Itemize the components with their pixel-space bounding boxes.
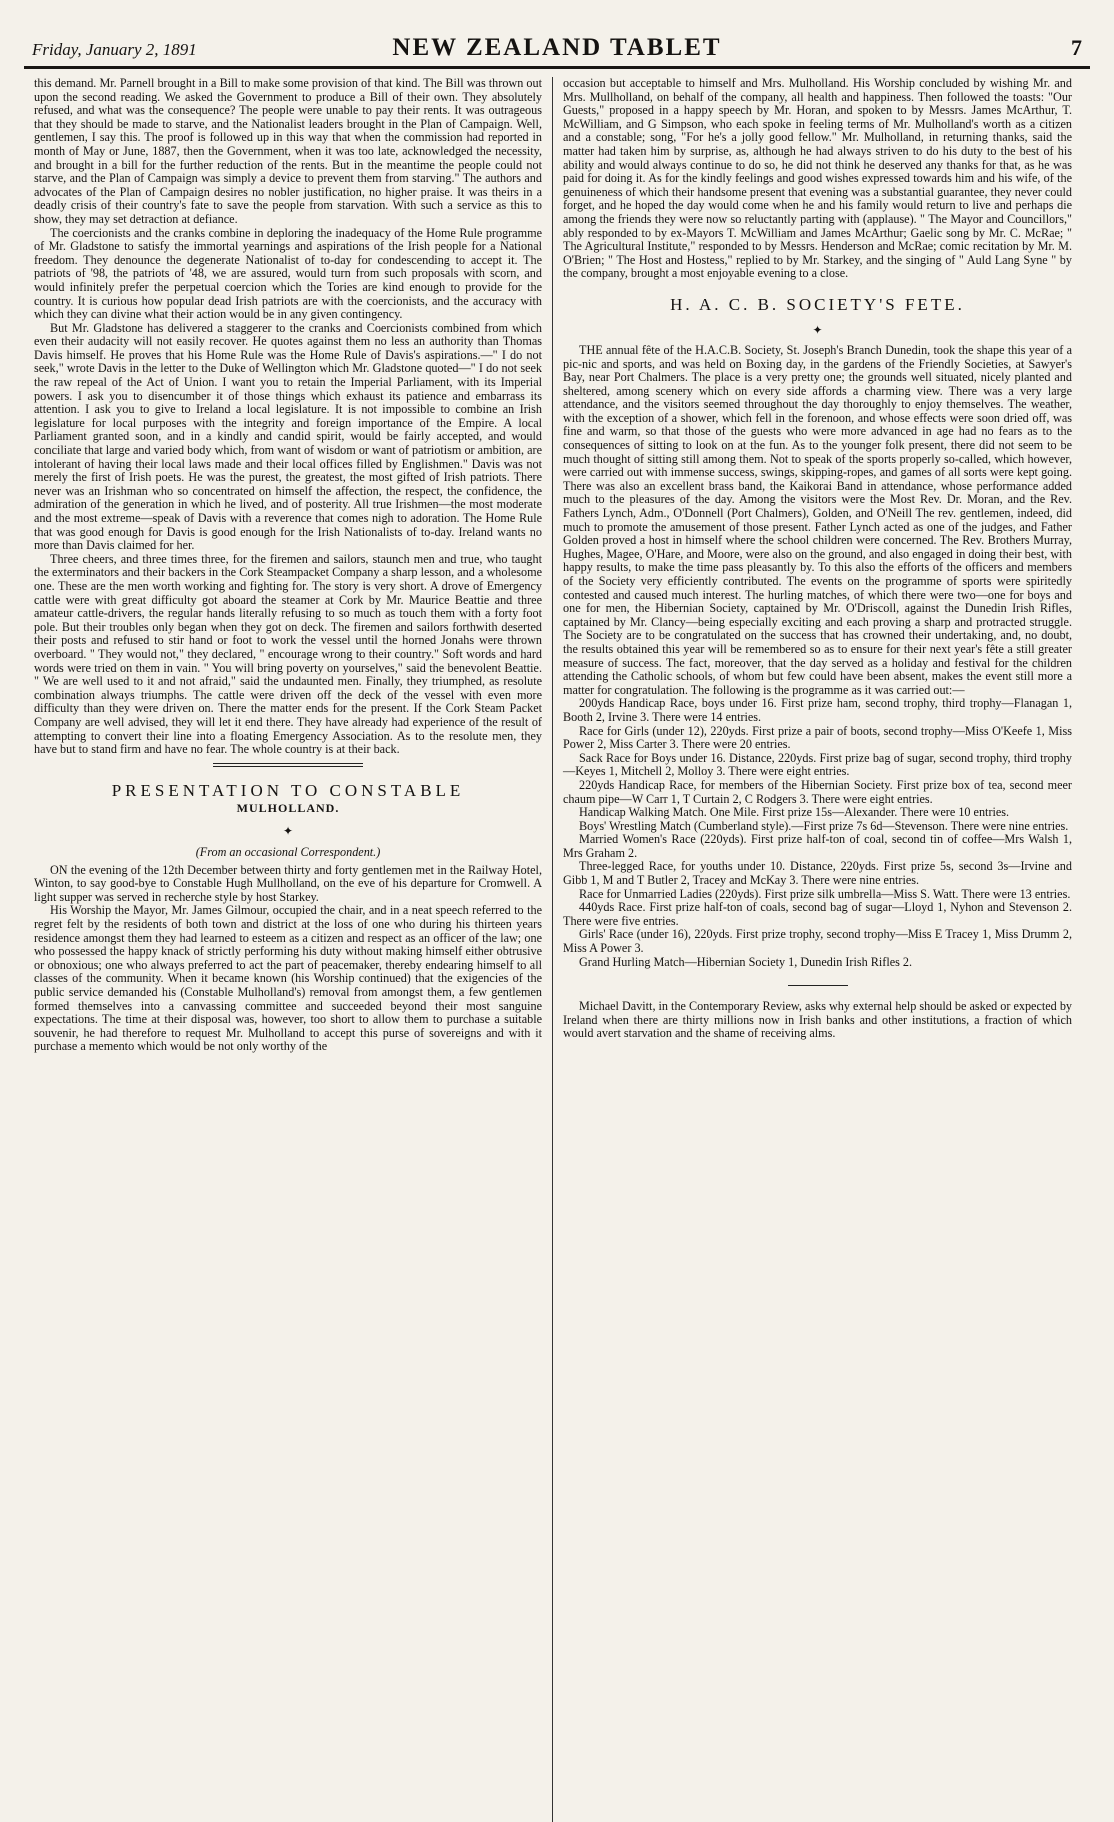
presentation-heading: PRESENTATION TO CONSTABLE xyxy=(111,780,465,800)
masthead xyxy=(24,34,1090,69)
ornament-icon: ✦ xyxy=(282,823,294,838)
section-divider xyxy=(213,763,363,764)
article-paragraph: His Worship the Mayor, Mr. James Gilmour, occupied the chair, and in a neat speech referred to the regret felt by the residents of both town and district at the loss of one who during his thirteen years residence amongst them they had learned to esteem as a citizen and respect as an officer of the law; one who possessed the happy knack of strictly performing his duty without making himself either obtrusive or obnoxious; one who always preferred to act the part of peacemaker, thereby endearing himself to all classes of the community. When it became known (his Worship continued) that the exigencies of the public service demanded his (Constable Mulholland's) removal from amongst them, a few gentlemen formed themselves into a canvassing committee and succeeded beyond their most sanguine expectations. The time at their disposal was, however, too short to allow them to purchase a suitable souvenir, he had therefore to request Mr. Mulholland to accept this purse of sovereigns and with it purchase a memento which would be not only worthy of the xyxy=(34,903,542,1054)
section-divider xyxy=(213,766,363,767)
result-item: 220yds Handicap Race, for members of the Hibernian Society. First prize box of tea, second meer chaum pipe—W Carr 1, T Curtain 2, C Rodgers 3. There were eight entries. xyxy=(563,777,1072,806)
article-paragraph: But Mr. Gladstone has delivered a staggerer to the cranks and Coercionists combined from which even their audacity will not easily recover. He quotes against them no less an authority than Thomas Davis himself. He proves that his Home Rule was the Home Rule of Davis's aspirations.—" I do not seek," wrote Davis in the letter to the Duke of Wellington which Mr. Gladstone quoted—" I do not seek the raw repeal of the Act of Union. I want you to retain the Imperial Parliament, with its Imperial powers. I ask you to disencumber it of those things which exhaust its patience and embarrass its attention. I ask you to give to Ireland a local legislature. It is not impossible to combine an Irish legislature for local purposes with the integrity and foreign importance of the Empire. A local Parliament granted soon, and in a kindly and candid spirit, would be fairly accepted, and would conciliate that large and varied body which, from want of wisdom or want of patriotism or ambition, are intolerant of having their local laws made and their local offices filled by Englishmen." Davis was not merely the first of Irish poets. He was the purest, the greatest, the most gifted of Irish patriots. There never was an Irishman who so concentrated on himself the affection, the respect, the confidence, the admiration of the generation in which he lived, and of posterity. All true Irishmen—the most moderate and the most extreme—speak of Davis with a reverence that comes nigh to adoration. The Home Rule that was good enough for Davis is good enough for the Irish Nationalists of to-day. Ireland wants no more than Davis claimed for her. xyxy=(34,320,542,553)
right-column xyxy=(553,77,1082,1822)
result-item: Handicap Walking Match. One Mile. First prize 15s—Alexander. There were 10 entries. xyxy=(579,805,1010,820)
result-item: Three-legged Race, for youths under 10. Distance, 220yds. First prize 5s, second 3s—Irvine and Gibb 1, M and T Butler 2, Tracey and McKay 3. There were nine entries. xyxy=(563,859,1072,888)
result-item: 200yds Handicap Race, boys under 16. First prize ham, second trophy, third trophy—Flanagan 1, Booth 2, Irvine 3. There were 14 entries. xyxy=(563,696,1072,724)
result-item: Boys' Wrestling Match (Cumberland style).—First prize 7s 6d—Stevenson. There were nine entries. xyxy=(579,818,1069,833)
result-item: Sack Race for Boys under 16. Distance, 220yds. First prize bag of sugar, second trophy, third trophy—Keyes 1, Mitchell 2, Molloy 3. There were eight entries. xyxy=(563,750,1072,779)
result-item: 440yds Race. First prize half-ton of coals, second bag of sugar—Lloyd 1, Nyhon and Stevenson 2. There were five entries. xyxy=(563,900,1072,928)
article-paragraph: Michael Davitt, in the Contemporary Review, asks why external help should be asked or expected by Ireland when there are thirty millions now in Irish banks and other institutions, a fraction of which would avert starvation and the shame of receiving alms. xyxy=(563,999,1073,1041)
result-item: Race for Unmarried Ladies (220yds). First prize silk umbrella—Miss S. Watt. There were 13 entries. xyxy=(579,886,1071,901)
ornament-icon: ✦ xyxy=(812,322,823,337)
result-item: Race for Girls (under 12), 220yds. First prize a pair of boots, second trophy—Miss O'Keefe 1, Miss Power 2, Miss Carter 3. There were 20 entries. xyxy=(563,723,1072,752)
article-paragraph: ON the evening of the 12th December between thirty and forty gentlemen met in the Railway Hotel, Winton, to say good-bye to Constable Hugh Mullholland, on the eve of his departure for Cromwell. A light supper was served in recherche style by host Starkey. xyxy=(34,862,542,904)
result-item: Married Women's Race (220yds). First prize half-ton of coal, second tin of coffee—Mrs Walsh 1, Mrs Graham 2. xyxy=(563,832,1072,860)
article-paragraph: occasion but acceptable to himself and Mrs. Mulholland. His Worship concluded by wishing Mr. and Mrs. Mullholland, on behalf of the company, all health and happiness. Then followed the toasts: "Our Guests," proposed in a happy speech by Mr. Horan, and spoken to by Messrs. James McArthur, T. McWilliam, and G Simpson, who each spoke in feeling terms of Mr. Mulholland's worth as a citizen and a constable; song, "For he's a jolly good fellow." Mr. Mulholland, in returning thanks, said the matter had taken him by surprise, as, although he had always striven to do his duty to the best of his ability and would always continue to do so, he did not think he deserved any thanks for that, as he was paid for doing it. As for the kindly feelings and good wishes expressed towards him and his wife, of the genuineness of which their handsome present that evening was a substantial guarantee, they never could forget, and he hoped the day would come when he and his family would return to live and perhaps die among the friends they were now so reluctantly parting with (applause). " The Mayor and Councillors," ably responded to by ex-Mayors T. McWilliam and James McArthur; Gaelic song by Mr. C. McRae; " The Agricultural Institute," responded to by Messrs. Henderson and McRae; comic recitation by Mr. M. O'Brien; " The Host and Hostess," replied to by Mr. Starkey, and the singing of " Auld Lang Syne " by the company, brought a most enjoyable evening to a close. xyxy=(563,77,1072,281)
fete-heading: H. A. C. B. SOCIETY'S FETE. xyxy=(670,294,965,314)
columns xyxy=(24,77,1090,1822)
result-item: Grand Hurling Match—Hibernian Society 1, Dunedin Irish Rifles 2. xyxy=(579,954,913,969)
section-divider xyxy=(788,985,848,986)
article-paragraph: The coercionists and the cranks combine in deploring the inadequacy of the Home Rule programme of Mr. Gladstone to satisfy the immortal yearnings and aspirations of the Irish people for a National freedom. They denounce the degenerate Nationalist of to-day for condescending to accept it. The patriots of '98, the patriots of '48, we are assured, would turn from such proposals with scorn, and would infinitely prefer the perpetual coercion which the Tories are kind enough to provide for the country. It is curious how popular dead Irish patriots are with the coercionists, and the accuracy with which they can divine what their action would be in any given contingency. xyxy=(34,225,542,322)
article-paragraph: this demand. Mr. Parnell brought in a Bill to make some provision of that kind. The Bill was thrown out upon the second reading. We asked the Government to produce a Bill of their own. They absolutely refused, and what was the consequence? The people were unable to pay their rents. It was outrageous that they should be made to starve, and the Nationalist leaders brought in the Plan of Campaign. Well, gentlemen, I say this. The proof is followed up in this way that when the commission had reported in month of May or June, 1887, then the Government, when it was too late, acknowledged the necessity, and brought in a bill for the further reduction of the rents. But in the meantime the people could not starve, and the Plan of Campaign was simply a device to prevent them from starving." The authors and advocates of the Plan of Campaign desires no nobler justification, no higher praise. It was theirs in a deadly crisis of their country's fate to save the people from starvation. With such a service as this to show, they may set detraction at defiance. xyxy=(34,77,542,226)
article-paragraph: Three cheers, and three times three, for the firemen and sailors, staunch men and true, who taught the exterminators and their backers in the Cork Steampacket Company a sharp lesson, and a wholesome one. These are the men worth working and fighting for. The story is very short. A drove of Emergency cattle were with great difficulty got aboard the steamer at Cork by Mr. Maurice Beattie and three amateur cattle-drivers, the regular hands literally refusing to so much as touch them with a forty foot pole. But their troubles only began when they got on deck. The firemen and sailors forthwith deserted their posts and refused to stir hand or foot to work the vessel until the horned Jonahs were thrown overboard. " They would not," they declared, " encourage wrong to their country." Soft words and hard words were tried on them in vain. " You will bring poverty on yourselves," said the benevolent Beattie. " We are well used to it and not afraid," said the undaunted men. Finally, they triumphed, as resolute combination always triumphs. The cattle were driven off the deck of the vessel with even more difficulty than they were driven on. There the matter ends for the present. If the Cork Steam Packet Company are well advised, they will let it end there. They have already had experience of the result of attempting to convert their line into a floating Emergency Association. As to the resolute men, they have but to stand firm and have no fear. The whole country is at their back. xyxy=(34,551,542,757)
byline: (From an occasional Correspondent.) xyxy=(195,844,381,859)
presentation-subheading: MULHOLLAND. xyxy=(236,800,340,815)
page-number: 7 xyxy=(1070,35,1082,60)
left-column xyxy=(24,77,553,1822)
newspaper-title: NEW ZEALAND TABLET xyxy=(392,34,722,61)
article-paragraph: THE annual fête of the H.A.C.B. Society, St. Joseph's Branch Dunedin, took the shape this year of a pic-nic and sports, and was held on Boxing day, in the gardens of the Friendly Societies, at Sawyer's Bay, near Port Chalmers. The place is a very pretty one; the grounds well situated, nicely planted and sheltered, among scenery which on every side affords a charming view. There was a very large attendance, and the visitors seemed throughout the day thoroughly to enjoy themselves. The weather, with the exception of a shower, which fell in the forenoon, and whose effects were soon dried off, was fine and warm, so that those of the guests who were more advanced in age had no fears as to the consequences of sitting to look on at the fun. As to the younger folk present, there did not seem to be much thought of sitting still among them. Not to speak of the sports properly so-called, which however, were carried out with immense success, swings, skipping-ropes, and games of all sorts were kept going. There was also an excellent brass band, the Kaikorai Band in attendance, whose performance added much to the pleasures of the day. Among the visitors were the Most Rev. Dr. Moran, and the Rev. Fathers Lynch, Adm., O'Donnell (Port Chalmers), Golden, and O'Neill The rev. gentlemen, indeed, did much to promote the amusement of those present. Father Lynch acted as one of the judges, and Father Golden proved a host in himself where the school children were concerned. The Rev. Brothers Murray, Hughes, Magee, O'Hare, and Moore, were also on the ground, and also engaged in doing their best, with happy results, to make the time pass pleasantly by. To this also the efforts of the officers and members of the Society very efficiently contributed. The events on the programme of sports were spiritedly contested and caused much interest. The hurling matches, of which there were two—one for boys and one for men, the Hibernian Society, captained by Mr. O'Driscoll, against the Dunedin Irish Rifles, captained by Mr. Clancy—being especially exciting and each proving a sharp and protracted struggle. The Society are to be congratulated on the success that has crowned their undertaking, and, no doubt, the results obtained this year will be remembered so as to ensure for their next year's fête a still greater measure of success. The fact, moreover, that the day served as a holiday and festival for the children attending the Catholic schools, of whom but few could have been absent, makes the event still more a matter for congratulation. The following is the programme as it was carried out:— xyxy=(563,342,1072,697)
issue-date: Friday, January 2, 1891 xyxy=(32,40,197,59)
result-item: Girls' Race (under 16), 220yds. First prize trophy, second trophy—Miss E Tracey 1, Miss Drumm 2, Miss A Power 3. xyxy=(563,927,1072,956)
